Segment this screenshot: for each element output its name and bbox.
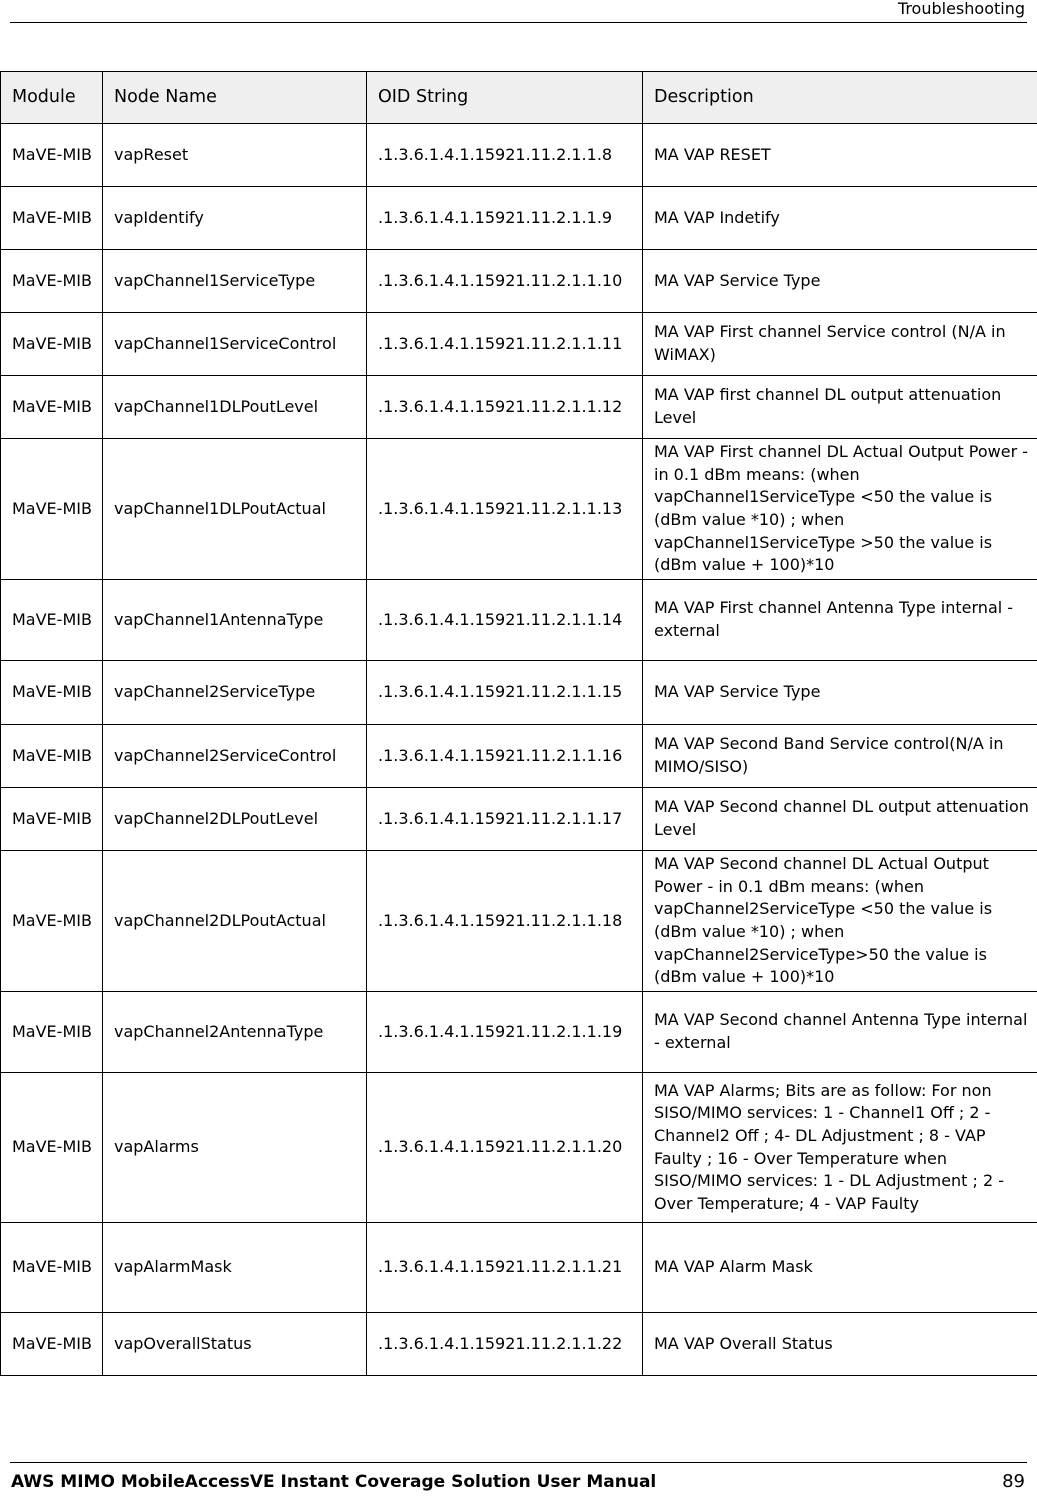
description-cell: MA VAP Second channel Antenna Type internal - external — [643, 992, 1037, 1073]
oid-cell: .1.3.6.1.4.1.15921.11.2.1.1.18 — [367, 851, 643, 992]
manual-title: AWS MIMO MobileAccessVE Instant Coverage Solution User Manual — [11, 1472, 656, 1492]
module-cell: MaVE-MIB — [1, 788, 103, 851]
table-row — [1, 992, 1037, 1073]
node-name-cell: vapChannel2ServiceControl — [103, 725, 367, 788]
table-row — [1, 851, 1037, 992]
oid-cell: .1.3.6.1.4.1.15921.11.2.1.1.10 — [367, 250, 643, 313]
node-name-cell: vapChannel1ServiceType — [103, 250, 367, 313]
table-row — [1, 788, 1037, 851]
page-header — [10, 0, 1027, 23]
node-name-cell: vapAlarms — [103, 1073, 367, 1223]
description-cell: MA VAP First channel Antenna Type internal - external — [643, 580, 1037, 661]
table-row — [1, 725, 1037, 788]
module-cell: MaVE-MIB — [1, 313, 103, 376]
node-name-cell: vapChannel2DLPoutActual — [103, 851, 367, 992]
oid-cell: .1.3.6.1.4.1.15921.11.2.1.1.17 — [367, 788, 643, 851]
module-cell: MaVE-MIB — [1, 1313, 103, 1376]
description-cell: MA VAP Service Type — [643, 250, 1037, 313]
table-row — [1, 376, 1037, 439]
description-cell: MA VAP Overall Status — [643, 1313, 1037, 1376]
column-header-module: Module — [1, 72, 103, 124]
page-number: 89 — [1002, 1471, 1025, 1492]
module-cell: MaVE-MIB — [1, 851, 103, 992]
table-row — [1, 1073, 1037, 1223]
module-cell: MaVE-MIB — [1, 992, 103, 1073]
description-cell: MA VAP Alarms; Bits are as follow: For non SISO/MIMO services: 1 - Channel1 Off ; 2 - Channel2 Off ; 4- DL Adjustment ; 8 - VAP Faulty ; 16 - Over Temperature when SISO/MIMO services: 1 - DL Adjustment ; 2 - Over Temperature; 4 - VAP Faulty — [643, 1073, 1037, 1223]
oid-cell: .1.3.6.1.4.1.15921.11.2.1.1.19 — [367, 992, 643, 1073]
node-name-cell: vapOverallStatus — [103, 1313, 367, 1376]
node-name-cell: vapChannel1DLPoutActual — [103, 439, 367, 580]
table-row — [1, 439, 1037, 580]
node-name-cell: vapIdentify — [103, 187, 367, 250]
description-cell: MA VAP RESET — [643, 124, 1037, 187]
node-name-cell: vapReset — [103, 124, 367, 187]
description-cell: MA VAP First channel DL Actual Output Power - in 0.1 dBm means: (when vapChannel1ServiceType <50 the value is (dBm value *10) ; when vapChannel1ServiceType >50 the value is (dBm value + 100)*10 — [643, 439, 1037, 580]
module-cell: MaVE-MIB — [1, 187, 103, 250]
node-name-cell: vapChannel2ServiceType — [103, 661, 367, 725]
module-cell: MaVE-MIB — [1, 124, 103, 187]
module-cell: MaVE-MIB — [1, 439, 103, 580]
node-name-cell: vapAlarmMask — [103, 1223, 367, 1313]
node-name-cell: vapChannel1AntennaType — [103, 580, 367, 661]
module-cell: MaVE-MIB — [1, 1073, 103, 1223]
node-name-cell: vapChannel2AntennaType — [103, 992, 367, 1073]
column-header-oid-string: OID String — [367, 72, 643, 124]
oid-cell: .1.3.6.1.4.1.15921.11.2.1.1.15 — [367, 661, 643, 725]
table-row — [1, 250, 1037, 313]
column-header-description: Description — [643, 72, 1037, 124]
description-cell: MA VAP First channel Service control (N/A in WiMAX) — [643, 313, 1037, 376]
module-cell: MaVE-MIB — [1, 661, 103, 725]
module-cell: MaVE-MIB — [1, 1223, 103, 1313]
description-cell: MA VAP Second channel DL Actual Output Power - in 0.1 dBm means: (when vapChannel2ServiceType <50 the value is (dBm value *10) ; when vapChannel2ServiceType>50 the value is (dBm value + 100)*10 — [643, 851, 1037, 992]
oid-cell: .1.3.6.1.4.1.15921.11.2.1.1.8 — [367, 124, 643, 187]
description-cell: MA VAP Alarm Mask — [643, 1223, 1037, 1313]
page-footer — [10, 1462, 1027, 1496]
table-row — [1, 580, 1037, 661]
section-title: Troubleshooting — [898, 0, 1025, 18]
oid-cell: .1.3.6.1.4.1.15921.11.2.1.1.12 — [367, 376, 643, 439]
module-cell: MaVE-MIB — [1, 376, 103, 439]
node-name-cell: vapChannel1ServiceControl — [103, 313, 367, 376]
oid-cell: .1.3.6.1.4.1.15921.11.2.1.1.9 — [367, 187, 643, 250]
description-cell: MA VAP Second channel DL output attenuation Level — [643, 788, 1037, 851]
oid-cell: .1.3.6.1.4.1.15921.11.2.1.1.16 — [367, 725, 643, 788]
oid-cell: .1.3.6.1.4.1.15921.11.2.1.1.22 — [367, 1313, 643, 1376]
table-row — [1, 1223, 1037, 1313]
mib-table — [0, 71, 1037, 1376]
module-cell: MaVE-MIB — [1, 580, 103, 661]
oid-cell: .1.3.6.1.4.1.15921.11.2.1.1.21 — [367, 1223, 643, 1313]
description-cell: MA VAP Service Type — [643, 661, 1037, 725]
description-cell: MA VAP Second Band Service control(N/A in MIMO/SISO) — [643, 725, 1037, 788]
description-cell: MA VAP first channel DL output attenuation Level — [643, 376, 1037, 439]
oid-cell: .1.3.6.1.4.1.15921.11.2.1.1.14 — [367, 580, 643, 661]
module-cell: MaVE-MIB — [1, 725, 103, 788]
oid-cell: .1.3.6.1.4.1.15921.11.2.1.1.20 — [367, 1073, 643, 1223]
module-cell: MaVE-MIB — [1, 250, 103, 313]
table-row — [1, 187, 1037, 250]
node-name-cell: vapChannel2DLPoutLevel — [103, 788, 367, 851]
table-row — [1, 313, 1037, 376]
column-header-node-name: Node Name — [103, 72, 367, 124]
table-row — [1, 661, 1037, 725]
oid-cell: .1.3.6.1.4.1.15921.11.2.1.1.11 — [367, 313, 643, 376]
table-row — [1, 124, 1037, 187]
oid-cell: .1.3.6.1.4.1.15921.11.2.1.1.13 — [367, 439, 643, 580]
description-cell: MA VAP Indetify — [643, 187, 1037, 250]
table-row — [1, 1313, 1037, 1376]
node-name-cell: vapChannel1DLPoutLevel — [103, 376, 367, 439]
table-header-row — [1, 72, 1037, 124]
